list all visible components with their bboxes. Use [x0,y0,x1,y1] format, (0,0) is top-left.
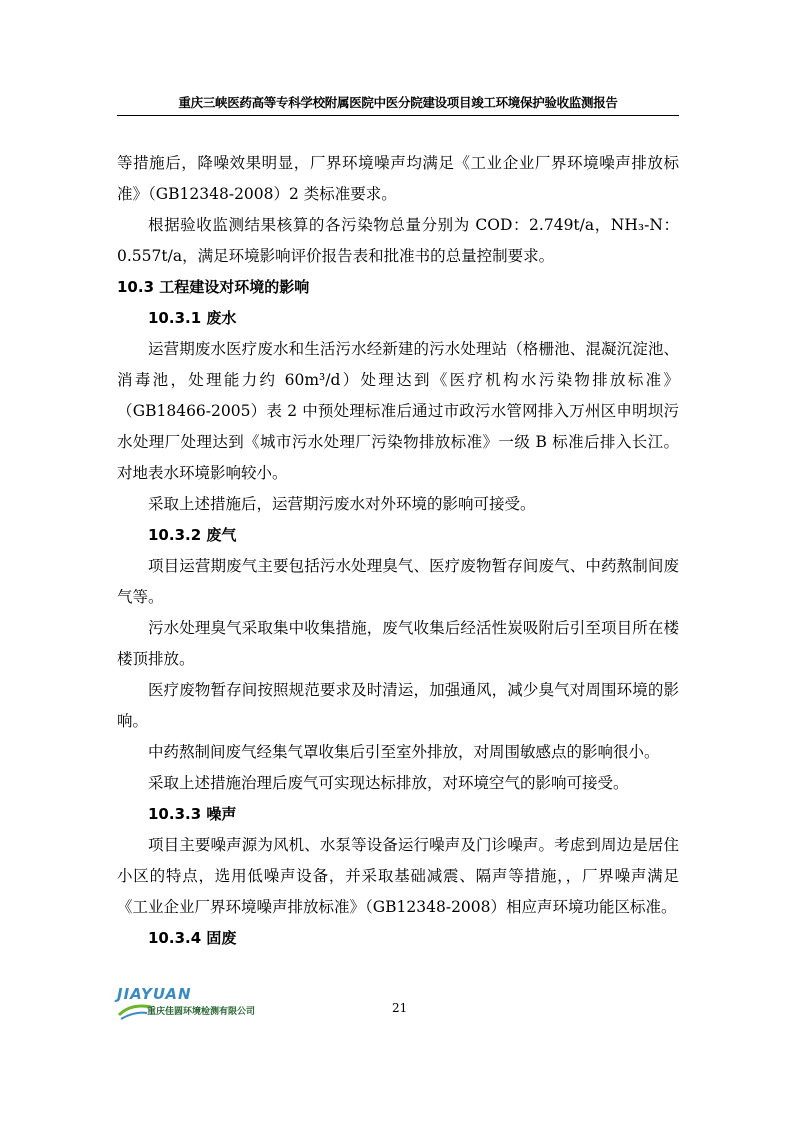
company-logo [117,985,277,1019]
paragraph: 采取上述措施治理后废气可实现达标排放，对环境空气的影响可接受。 [148,774,629,792]
paragraph: 采取上述措施后，运营期污废水对外环境的影响可接受。 [148,495,536,513]
document-body [117,148,679,954]
section-heading: 10.3 工程建设对环境的影响 [117,278,310,296]
page-number: 21 [392,1001,408,1015]
paragraph: 根据验收监测结果核算的各污染物总量分别为 COD：2.749t/a，NH₃-N：0.557t/a，满足环境影响评价报告表和批准书的总量控制要求。 [117,216,679,265]
paragraph: 医疗废物暂存间按照规范要求及时清运，加强通风，减少臭气对周围环境的影响。 [117,681,679,730]
logo-wordmark: JIAYUAN [117,985,192,1003]
paragraph: 中药熬制间废气经集气罩收集后引至室外排放，对周围敏感点的影响很小。 [148,743,660,761]
paragraph: 等措施后，降噪效果明显，厂界环境噪声均满足《工业企业厂界环境噪声排放标准》（GB12348-2008）2 类标准要求。 [117,154,679,203]
subsection-heading: 10.3.2 废气 [148,526,237,544]
paragraph: 污水处理臭气采取集中收集措施，废气收集后经活性炭吸附后引至项目所在楼楼顶排放。 [117,619,679,668]
subsection-heading: 10.3.1 废水 [148,309,237,327]
subsection-heading: 10.3.4 固废 [148,929,237,947]
paragraph: 运营期废水医疗废水和生活污水经新建的污水处理站（格栅池、混凝沉淀池、消毒池，处理能力约 60m³/d）处理达到《医疗机构水污染物排放标准》（GB18466-2005）表 2 中预处理标准后通过市政污水管网排入万州区申明坝污水处理厂处理达到《城市污水处理厂污染物排放标准》一级 B 标准后排入长江。对地表水环境影响较小。 [117,340,679,482]
page-header: 重庆三峡医药高等专科学校附属医院中医分院建设项目竣工环境保护验收监测报告 [117,93,679,116]
company-name: 重庆佳圆环境检测有限公司 [147,1007,256,1017]
paragraph: 项目运营期废气主要包括污水处理臭气、医疗废物暂存间废气、中药熬制间废气等。 [117,557,679,606]
subsection-heading: 10.3.3 噪声 [148,805,237,823]
paragraph: 项目主要噪声源为风机、水泵等设备运行噪声及门诊噪声。考虑到周边是居住小区的特点，选用低噪声设备，并采取基础减震、隔声等措施，，厂界噪声满足《工业企业厂界环境噪声排放标准》（GB12348-2008）相应声环境功能区标准。 [117,836,679,916]
